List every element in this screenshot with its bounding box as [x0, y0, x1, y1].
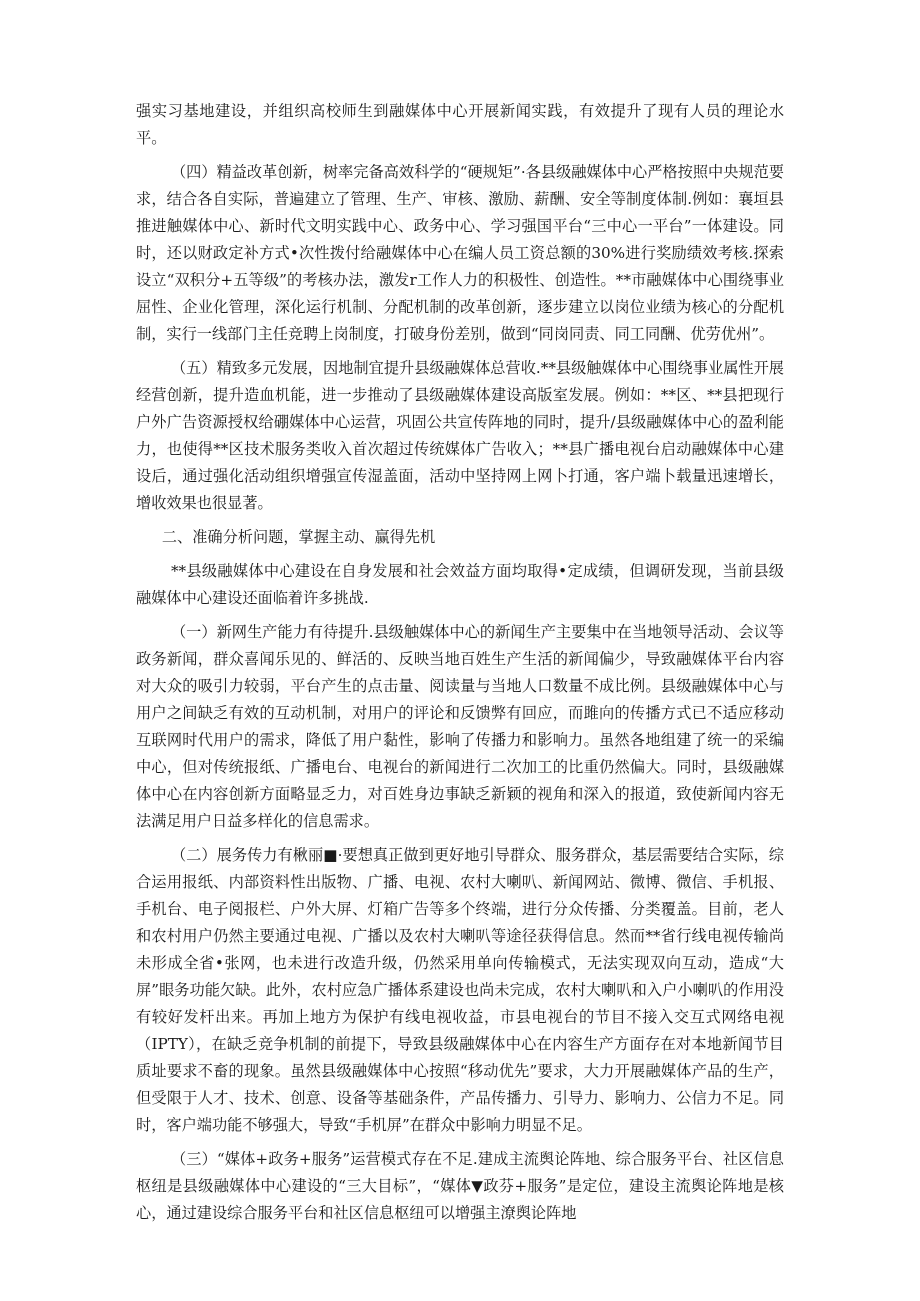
- paragraph-challenges-intro: **县级融媒体中心建设在自身发展和社会效益方面均取得•定成绩，但调研发现，当前县级融媒体中心建设还面临着许多挑战.: [136, 562, 784, 607]
- paragraph-reform-innovation: （四）精益改革创新，树率完备高效科学的“硬规矩”·各县级融媒体中心严格按照中央规范要求，结合各自实际，普遍建立了管理、生产、审核、激励、薪酬、安全等制度体制.例如：襄垣县推进触媒体中心、新时代文明实践中心、政务中心、学习强国平台“三中心一平台”一体建设。同时，还以财政定补方式•次性拨付给融媒体中心在编人员工资总额的30%进行奖励绩效考核.探索设立“双积分+五等级”的考核办法，激发r工作人力的积极性、创造性。**市融媒体中心围绕事业屈性、企业化管理，深化运行机制、分配机制的改革创新，逐步建立以岗位业绩为核心的分配机制，实行一线部门主任竞聘上岗制度，打破身份差别，做到“同岗同责、同工同酬、优劳优州”。: [136, 163, 784, 343]
- document-page: [136, 98, 784, 1227]
- paragraph-diversified-development: （五）精致多元发展，因地制宜提升县级融媒体总营收.**县级触媒体中心围绕事业属性开展经营创新，提升造血机能，进一步推动了县级融媒体建设高版室发展。例如：**区、**县把现行户外广告资源授权给硼媒体中心运营，巩固公共宣传阵地的同时，提升/县级融媒体中心的盈利能力，也使得**区技术服务类收入首次超过传统媒体广告收入；**县广播电视台启动融媒体中心建设后，通过强化活动组织增强宣传湿盖面，活动中坚持网上网卜打通，客户端卜载量迅速增长，增收效果也很显著。: [136, 359, 784, 512]
- section-heading-analysis: 二、准确分析问题，掌握主动、赢得先机: [161, 528, 436, 546]
- paragraph-transmission-capacity: （二）展务传力有楸丽■·要想真正做到更好地引导群众、服务群众，基层需要结合实际，综合运用报纸、内部资料性出版物、广播、电视、农村大喇叭、新闻网站、微博、微信、手机报、手机台、电子阅报栏、户外大屏、灯箱广告等多个终端，进行分众传播、分类覆盖。目前，老人和农村用户仍然主要通过电视、广播以及农村大喇叭等途径获得信息。然而**省行线电视传输尚未形成全省•张网，也未进行改造升级，仍然采用单向传输模式，无法实现双向互动，造成“大屏”眼务功能欠缺。此外，农村应急广播体系建设也尚未完成，农村大喇叭和入户小喇叭的作用没有较好发杆出来。再加上地方为保护有线电视收益，市县电视台的节目不接入交互式网络电视（IPTY），在缺乏竞争机制的前提下，导致县级融媒体中心在内容生产方面存在对本地新闻节目质址要求不畜的现象。虽然县级融媒体中心按照“移动优先”要求，大力开展融媒体产品的生产，但受限于人才、技术、创意、设备等基础条件，产品传播力、引导力、影响力、公信力不足。同时，客户端功能不够强大，导致“手机屏”在群众中影响力明显不足。: [136, 846, 784, 1134]
- paragraph-operation-model: （三）“媒体+政务+服务”运营模式存在不足.建成主流舆论阵地、综合服务平台、社区信息枢纽是县级融媒体中心建设的“三大目标”，“媒体▼政芬+服务”是定位，建设主流舆论阵地是核心，通过建设综合服务平台和社区信息枢纽可以增强主潦舆论阵地: [136, 1150, 784, 1222]
- paragraph-internship-continued: 强实习基地建设，并组织高校师生到融媒体中心开展新闻实践，有效提升了现有人员的理论水平。: [136, 102, 784, 147]
- paragraph-news-production: （一）新网生产能力有待提升.县级触媒体中心的新闻生产主要集中在当地领导活动、会议等政务新闻，群众喜闻乐见的、鲜活的、反映当地百姓生产生活的新闻偏少，导致融媒体平台内容对大众的吸引力较弱，平台产生的点击量、阅读量与当地人口数量不成比例。县级融媒体中心与用户之间缺乏有效的互动机制，对用户的评论和反馈弊有回应，而雎向的传播方式已不适应移动互联网时代用户的需求，降低了用户黏性，影响了传播力和影响力。虽然各地组建了统一的采编中心，但对传统报纸、广播电台、电视台的新闻进行二次加工的比重仍然偏大。同时，县级融媒体中心在内容创新方面略显乏力，对百姓身边事缺乏新颖的视角和深入的报道，致使新闻内容无法满足用户日益多样化的信息需求。: [136, 623, 784, 830]
